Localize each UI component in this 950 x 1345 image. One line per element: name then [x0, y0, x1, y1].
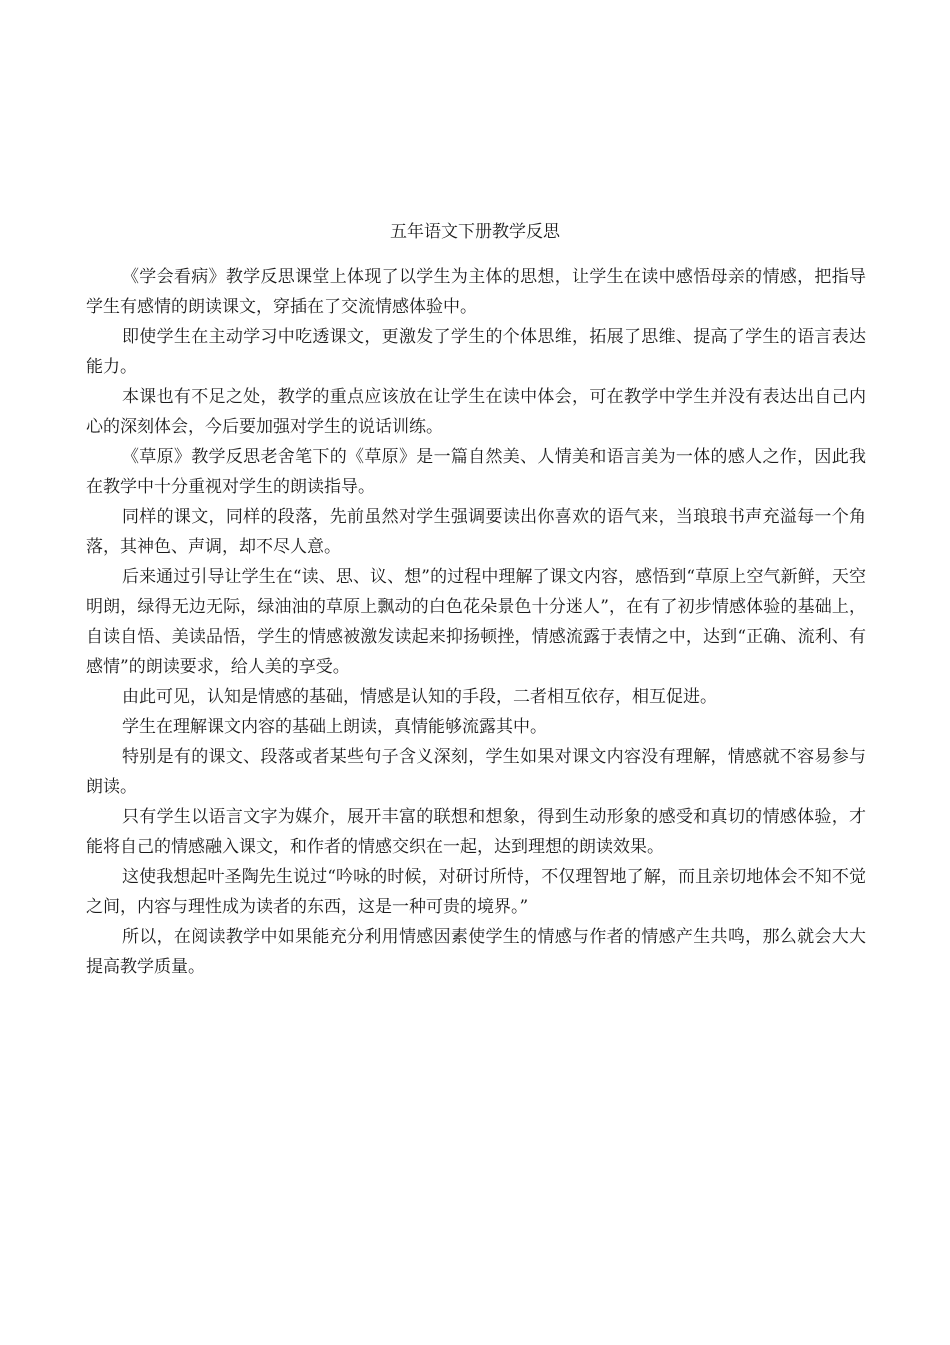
- paragraph: 由此可见，认知是情感的基础，情感是认知的手段，二者相互依存，相互促进。: [122, 687, 717, 707]
- paragraph: 后来通过引导让学生在“读、思、议、想”的过程中理解了课文内容，感悟到“草原上空气新鲜，天空明朗，绿得无边无际，绿油油的草原上飘动的白色花朵景色十分迷人”，在有了初步情感体验的基础上，自读自悟、美读品悟，学生的情感被激发读起来抑扬顿挫，情感流露于表情之中，达到“正确、流利、有感情”的朗读要求，给人美的享受。: [86, 567, 866, 677]
- paragraph: 《学会看病》教学反思课堂上体现了以学生为主体的思想，让学生在读中感悟母亲的情感，把指导学生有感情的朗读课文，穿插在了交流情感体验中。: [86, 267, 866, 317]
- paragraph: 本课也有不足之处，教学的重点应该放在让学生在读中体会，可在教学中学生并没有表达出自己内心的深刻体会，今后要加强对学生的说话训练。: [86, 387, 866, 437]
- document-title: 五年语文下册教学反思: [390, 222, 560, 242]
- paragraph: 这使我想起叶圣陶先生说过“吟咏的时候，对研讨所恃，不仅理智地了解，而且亲切地体会不知不觉之间，内容与理性成为读者的东西，这是一种可贵的境界。”: [86, 867, 866, 917]
- paragraph: 学生在理解课文内容的基础上朗读，真情能够流露其中。: [122, 717, 547, 737]
- paragraph: 即使学生在主动学习中吃透课文，更激发了学生的个体思维，拓展了思维、提高了学生的语言表达能力。: [86, 327, 866, 377]
- paragraph: 同样的课文，同样的段落，先前虽然对学生强调要读出你喜欢的语气来，当琅琅书声充溢每一个角落，其神色、声调，却不尽人意。: [86, 507, 866, 557]
- paragraph: 特别是有的课文、段落或者某些句子含义深刻，学生如果对课文内容没有理解，情感就不容易参与朗读。: [86, 747, 866, 797]
- paragraph: 《草原》教学反思老舍笔下的《草原》是一篇自然美、人情美和语言美为一体的感人之作，因此我在教学中十分重视对学生的朗读指导。: [86, 447, 866, 497]
- paragraph: 只有学生以语言文字为媒介，展开丰富的联想和想象，得到生动形象的感受和真切的情感体验，才能将自己的情感融入课文，和作者的情感交织在一起，达到理想的朗读效果。: [86, 807, 866, 857]
- paragraph: 所以，在阅读教学中如果能充分利用情感因素使学生的情感与作者的情感产生共鸣，那么就会大大提高教学质量。: [86, 927, 866, 977]
- document-body: [86, 262, 866, 982]
